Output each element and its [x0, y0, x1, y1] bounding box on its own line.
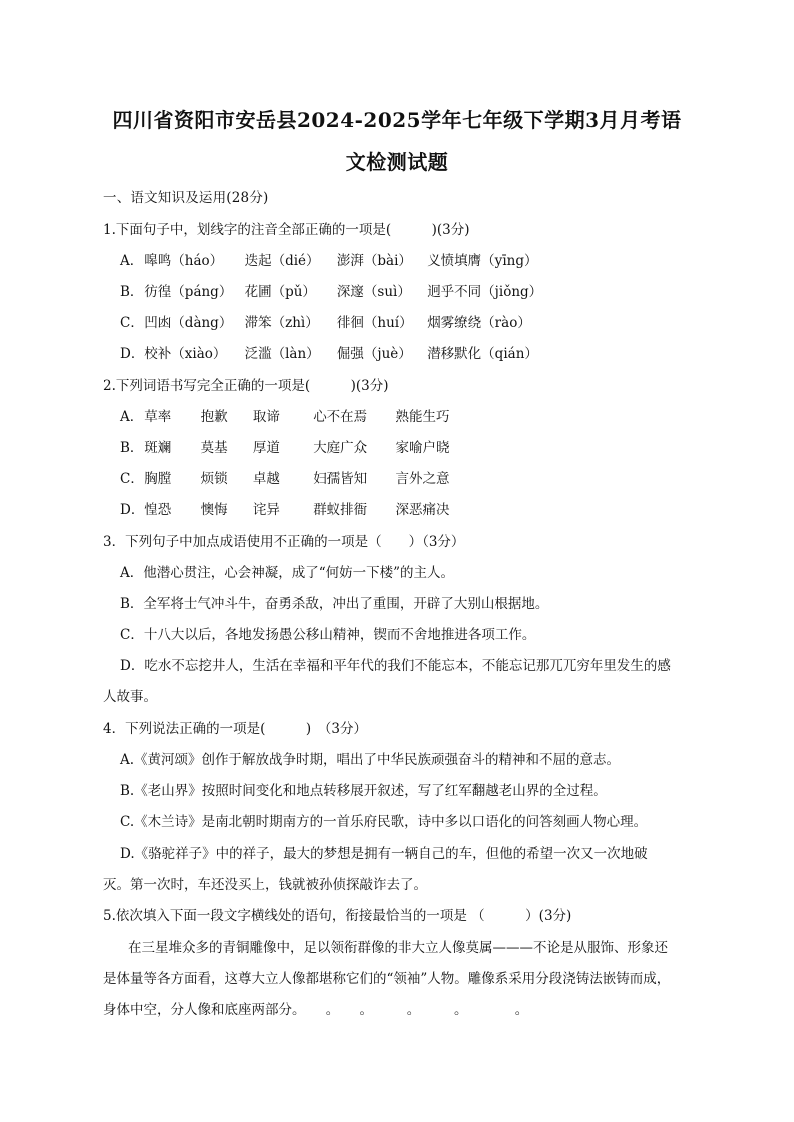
question-4-option-b: B.《老山界》按照时间变化和地点转移展开叙述，写了红军翻越老山界的全过程。 — [120, 783, 607, 799]
question-3-option-a: A．他潜心贯注，心会神凝，成了“何妨一下楼”的主人。 — [120, 565, 455, 581]
question-5-passage-line-1: 在三星堆众多的青铜雕像中，足以领衔群像的非大立人像莫属———不论是从服饰、形象还 — [128, 940, 668, 956]
question-2-stem: 2.下列词语书写完全正确的一项是( )(3分) — [103, 378, 389, 394]
question-4-option-c: C.《木兰诗》是南北朝时期南方的一首乐府民歌，诗中多以口语化的问答刻画人物心理。 — [120, 814, 648, 830]
exam-title-line-2: 文检测试题 — [345, 150, 449, 174]
question-2-option-d: D． 惶恐 懊悔 诧异 群蚁排衙 深恶痛决 — [120, 502, 450, 518]
question-2-option-a: A． 草率 抱歉 取谛 心不在焉 熟能生巧 — [120, 409, 450, 425]
question-1-stem: 1.下面句子中，划线字的注音全部正确的一项是( )(3分) — [103, 222, 470, 238]
question-3-option-d-line-2: 人故事。 — [103, 689, 157, 705]
question-4-option-d-line-1: D.《骆驼祥子》中的祥子，最大的梦想是拥有一辆自己的车，但他的希望一次又一次地破 — [120, 846, 648, 862]
question-3-option-d-line-1: D．吃水不忘挖井人，生活在幸福和平年代的我们不能忘本，不能忘记那兀兀穷年里发生的感 — [120, 658, 671, 674]
question-1-option-b: B． 彷徨（páng） 花圃（pǔ） 深邃（suì） 迥乎不同（jiǒng） — [120, 284, 543, 300]
question-2-option-c: C． 胸膛 烦锁 卓越 妇孺皆知 言外之意 — [120, 471, 450, 487]
question-4-option-a: A.《黄河颂》创作于解放战争时期，唱出了中华民族顽强奋斗的精神和不屈的意志。 — [120, 752, 621, 768]
question-1-option-a: A． 嗥鸣（háo） 迭起（dié） 澎湃（bài） 义愤填膺（yīng） — [120, 253, 538, 269]
question-5-passage-line-2: 是体量等各方面看，这尊大立人像都堪称它们的“领袖”人物。雕像系采用分段浇铸法嵌铸而成， — [103, 971, 671, 987]
question-4-option-d-line-2: 灭。第一次时，车还没买上，钱就被孙侦探敲诈去了。 — [103, 877, 427, 893]
question-2-option-b: B． 斑斓 莫基 厚道 大庭广众 家喻户晓 — [120, 440, 450, 456]
question-1-option-c: C． 凹凼（dàng） 滞笨（zhì） 徘徊（huí） 烟雾缭绕（rào） — [120, 315, 531, 331]
question-3-option-b: B．全军将士气冲斗牛，奋勇杀敌，冲出了重围，开辟了大别山根据地。 — [120, 596, 549, 612]
section-heading: 一、语文知识及运用(28分) — [103, 190, 269, 206]
exam-title-line-1: 四川省资阳市安岳县2024-2025学年七年级下学期3月月考语 — [112, 108, 682, 132]
question-4-stem: 4．下列说法正确的一项是( ) （3分） — [103, 721, 367, 737]
question-3-option-c: C．十八大以后，各地发扬愚公移山精神，锲而不舍地推进各项工作。 — [120, 627, 536, 643]
question-1-option-d: D． 校补（xiào） 泛滥（làn） 倔强（juè） 潜移默化（qián） — [120, 346, 538, 362]
question-5-passage-line-3: 身体中空，分人像和底座两部分。 。 。 。 。 。 — [103, 1002, 529, 1018]
question-3-stem: 3．下列句子中加点成语使用不正确的一项是（ ）（3分） — [103, 534, 465, 550]
question-5-stem: 5.依次填入下面一段文字横线处的语句，衔接最恰当的一项是 （ ）(3分) — [103, 908, 572, 924]
